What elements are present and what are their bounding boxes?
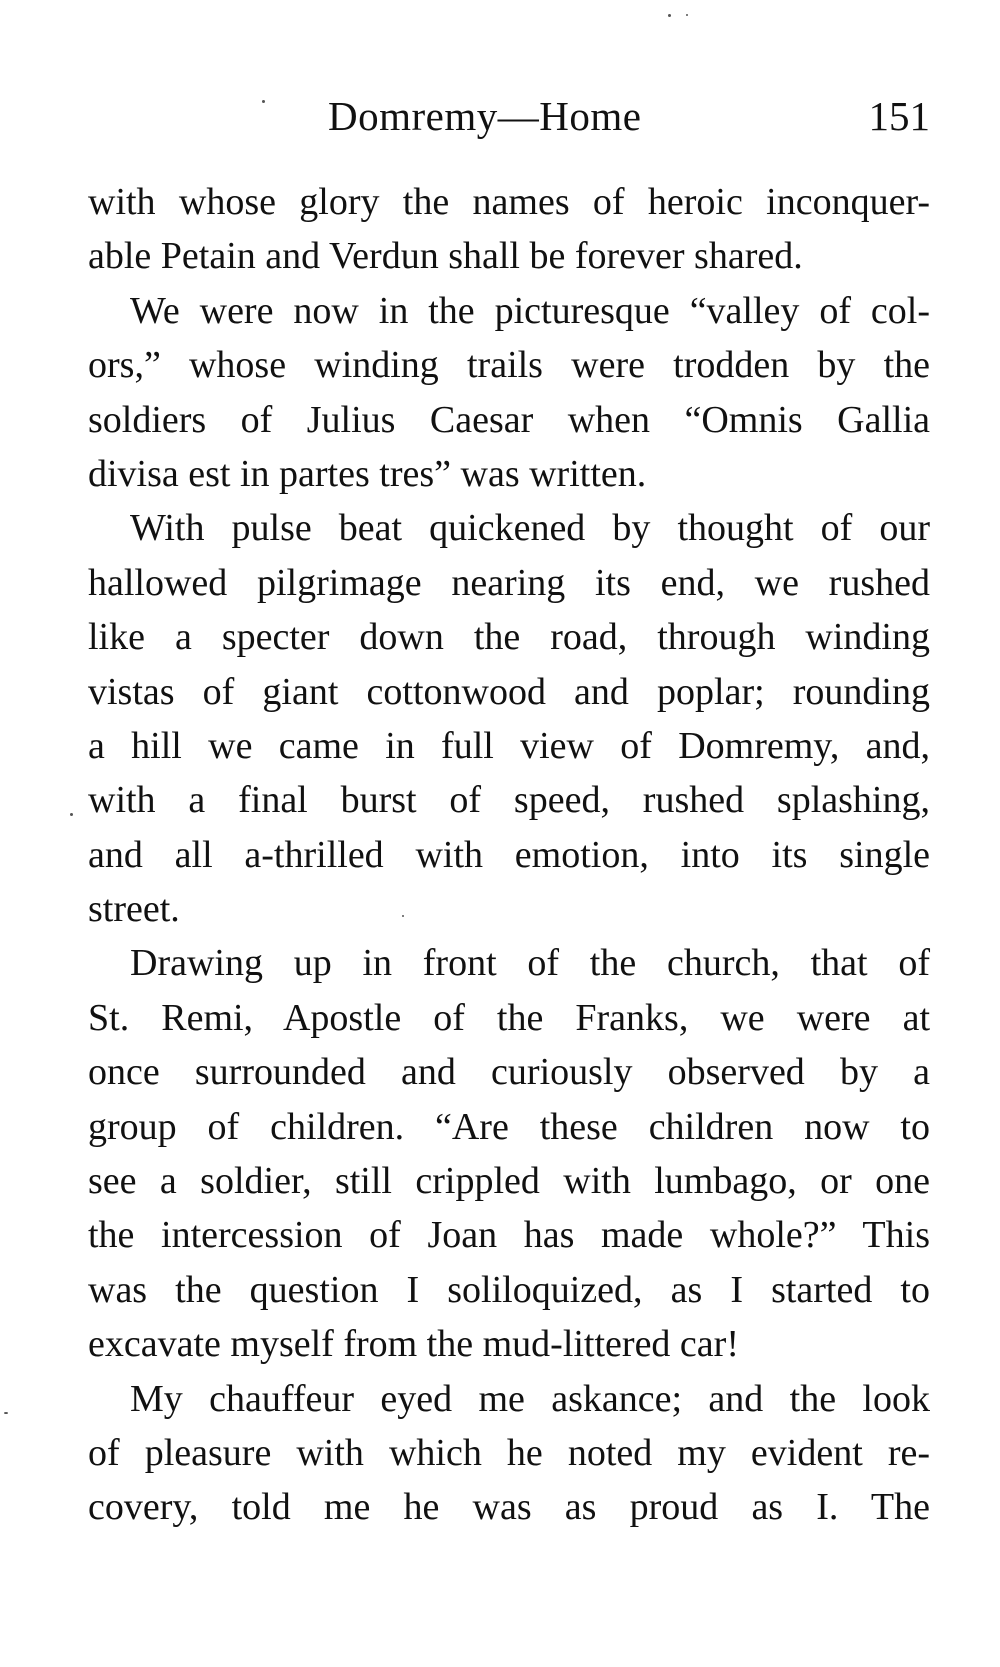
text-line: once surrounded and curiously observed by a — [88, 1051, 930, 1094]
text-line: the intercession of Joan has made whole?” This — [88, 1214, 930, 1257]
scan-speck — [4, 1412, 8, 1414]
scan-speck — [262, 100, 265, 103]
text-line: and all a-thrilled with emotion, into its single — [88, 833, 930, 876]
scan-speck — [668, 14, 671, 17]
text-line: with a final burst of speed, rushed splashing, — [88, 779, 930, 822]
scan-speck — [686, 14, 688, 16]
text-line: ors,” whose winding trails were trodden by the — [88, 344, 930, 387]
text-line: With pulse beat quickened by thought of our — [130, 507, 930, 550]
text-line: hallowed pilgrimage nearing its end, we rushed — [88, 561, 930, 604]
text-line: covery, told me he was as proud as I. The — [88, 1486, 930, 1529]
paragraph-2 — [88, 284, 930, 502]
text-line: vistas of giant cottonwood and poplar; rounding — [88, 670, 930, 713]
page-number: 151 — [868, 93, 930, 139]
text-line: group of children. “Are these children now to — [88, 1105, 930, 1148]
paragraph-3 — [88, 501, 930, 936]
body-text — [88, 175, 930, 1535]
text-line: Drawing up in front of the church, that of — [130, 942, 930, 985]
text-line: able Petain and Verdun shall be forever shared. — [88, 235, 803, 278]
running-title: Domremy—Home — [328, 93, 642, 139]
text-line: with whose glory the names of heroic inconquer- — [88, 181, 930, 223]
text-line: We were now in the picturesque “valley of col- — [130, 289, 930, 332]
running-head — [318, 92, 938, 152]
scan-speck — [402, 915, 404, 917]
text-line: street. — [88, 888, 180, 931]
text-line: St. Remi, Apostle of the Franks, we were at — [88, 996, 930, 1039]
paragraph-1 — [88, 175, 930, 284]
paragraph-4 — [88, 936, 930, 1371]
text-line: was the question I soliloquized, as I started to — [88, 1268, 930, 1311]
text-line: like a specter down the road, through winding — [88, 616, 930, 659]
text-line: a hill we came in full view of Domremy, and, — [88, 724, 930, 767]
paragraph-5 — [88, 1372, 930, 1535]
text-line: My chauffeur eyed me askance; and the look — [130, 1377, 930, 1420]
text-line: see a soldier, still crippled with lumbago, or one — [88, 1160, 930, 1203]
text-line: divisa est in partes tres” was written. — [88, 452, 647, 495]
text-line: soldiers of Julius Caesar when “Omnis Gallia — [88, 398, 930, 441]
text-line: excavate myself from the mud-littered car! — [88, 1323, 739, 1366]
scan-speck — [70, 813, 73, 816]
text-line: of pleasure with which he noted my evident re- — [88, 1431, 930, 1474]
